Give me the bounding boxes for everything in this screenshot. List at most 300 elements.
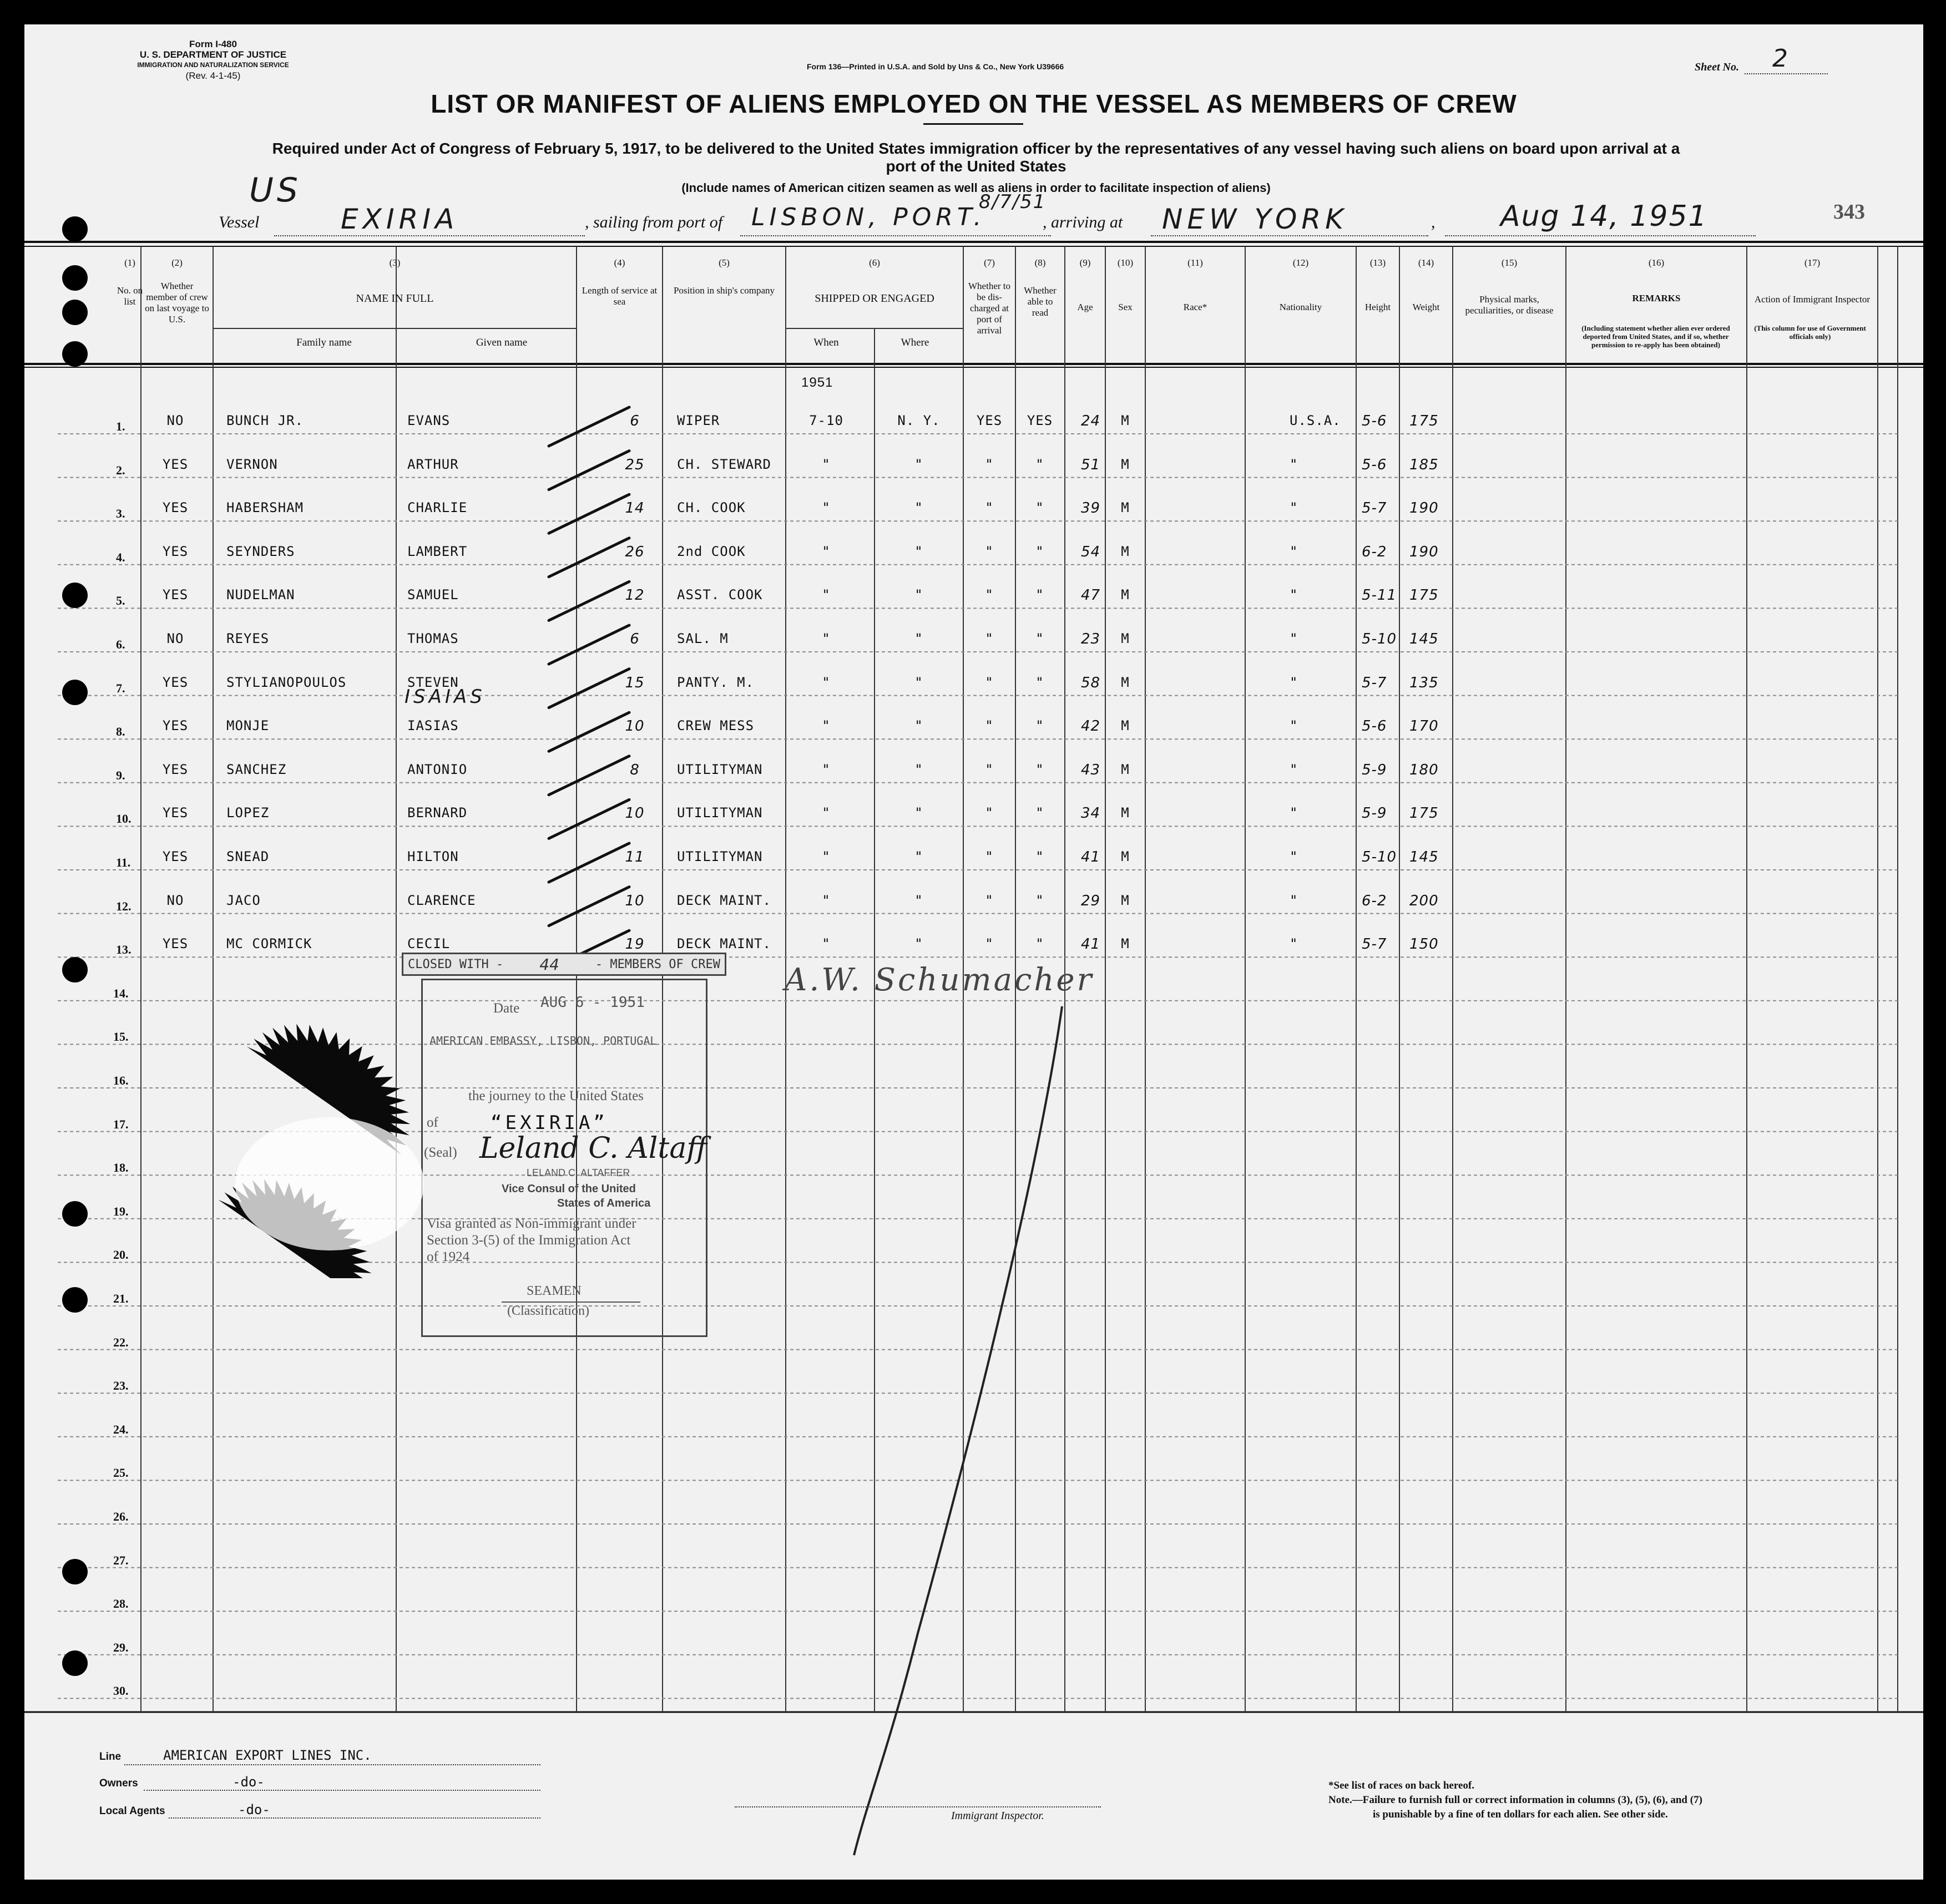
arriving-label: , arriving at xyxy=(1043,213,1123,231)
cell-weight: 200 xyxy=(1409,892,1439,909)
row-number: 27. xyxy=(113,1553,129,1567)
cell-age: 39 xyxy=(1081,500,1101,517)
row-number: 18. xyxy=(113,1161,129,1175)
cell-discharged: " xyxy=(985,543,994,559)
column-label-13: Height xyxy=(1364,302,1391,312)
cell-where: " xyxy=(914,587,923,603)
cell-service: 25 xyxy=(625,456,645,473)
column-label-2: Whether member of crew on last voyage to U.S. xyxy=(145,281,209,325)
cell-given: ARTHUR xyxy=(407,456,459,472)
cell-nationality: " xyxy=(1290,718,1298,734)
inspector-label: Immigrant Inspector. xyxy=(951,1810,1044,1822)
sailing-label: , sailing from port of xyxy=(585,213,723,231)
cell-age: 23 xyxy=(1081,631,1101,647)
cell-discharged: " xyxy=(985,674,994,690)
cell-nationality: " xyxy=(1290,849,1298,864)
agents-value: -do- xyxy=(238,1802,270,1817)
cell-position: WIPER xyxy=(677,413,720,428)
visa-granted-1: Visa granted as Non-immigrant under xyxy=(427,1216,636,1231)
column-label-5: Position in ship's company xyxy=(673,285,775,296)
visa-class-rule xyxy=(502,1302,640,1303)
cell-sex: M xyxy=(1121,587,1130,603)
cell-family: BUNCH JR. xyxy=(226,413,304,428)
row-number: 14. xyxy=(113,986,129,1000)
line-value: AMERICAN EXPORT LINES INC. xyxy=(163,1748,372,1763)
column-number-15: (15) xyxy=(1501,257,1518,268)
closed-stamp xyxy=(402,953,726,976)
cell-read: " xyxy=(1035,718,1044,734)
cell-service: 26 xyxy=(625,543,645,560)
cell-given: CLARENCE xyxy=(407,892,476,908)
visa-seal: (Seal) xyxy=(424,1145,457,1160)
cell-height: 5-7 xyxy=(1362,500,1387,517)
vessel-prefix-hand: US xyxy=(249,171,302,210)
cell-family: LOPEZ xyxy=(226,805,270,821)
cell-given: BERNARD xyxy=(407,805,468,821)
cell-weight: 135 xyxy=(1409,674,1439,691)
table-row xyxy=(24,675,1923,718)
vessel-label: Vessel xyxy=(219,213,260,231)
cell-service: 10 xyxy=(625,718,645,735)
cell-when: " xyxy=(822,936,831,952)
visa-granted-3: of 1924 xyxy=(427,1249,470,1264)
cell-weight: 175 xyxy=(1409,805,1439,822)
cell-age: 51 xyxy=(1081,456,1101,473)
cell-read: " xyxy=(1035,849,1044,864)
row-number: 2. xyxy=(116,463,125,477)
cell-nationality: " xyxy=(1290,761,1298,777)
line-underline xyxy=(124,1764,540,1765)
row-number: 13. xyxy=(116,943,132,957)
table-row xyxy=(24,587,1923,631)
visa-of: of xyxy=(427,1115,438,1130)
cell-age: 24 xyxy=(1081,413,1101,429)
visa-date-label: Date xyxy=(493,1001,520,1016)
cell-nationality: " xyxy=(1290,936,1298,952)
row-number: 25. xyxy=(113,1466,129,1480)
cell-weight: 185 xyxy=(1409,456,1439,473)
column-number-13: (13) xyxy=(1369,257,1386,268)
visa-vessel: “EXIRIA” xyxy=(491,1112,608,1134)
cell-when: " xyxy=(822,892,831,908)
cell-position: 2nd COOK xyxy=(677,543,746,559)
column-number-14: (14) xyxy=(1418,257,1434,268)
cell-given: ANTONIO xyxy=(407,761,468,777)
penalty-note-1: Note.—Failure to furnish full or correct information in columns (3), (5), (6), and (7) xyxy=(1328,1794,1702,1806)
cell-age: 41 xyxy=(1081,849,1101,865)
date-comma: , xyxy=(1431,213,1436,231)
cell-service: 19 xyxy=(625,936,645,953)
row-number: 26. xyxy=(113,1510,129,1523)
cell-crew: YES xyxy=(162,936,189,952)
cell-crew: YES xyxy=(162,718,189,734)
cell-given: STEVEN xyxy=(407,674,459,690)
cell-age: 47 xyxy=(1081,587,1101,604)
cell-age: 58 xyxy=(1081,674,1101,691)
cell-sex: M xyxy=(1121,413,1130,428)
row-number: 5. xyxy=(116,594,125,608)
cell-height: 5-10 xyxy=(1362,631,1397,647)
column-number-5: (5) xyxy=(719,257,730,268)
cell-nationality: U.S.A. xyxy=(1290,413,1341,428)
cell-nationality: " xyxy=(1290,805,1298,821)
cell-crew: YES xyxy=(162,849,189,864)
sailing-port: LISBON, PORT. xyxy=(751,203,986,231)
row-number: 4. xyxy=(116,550,125,564)
column-number-17: (17) xyxy=(1804,257,1821,268)
cell-when: " xyxy=(822,500,831,516)
column-label-12: Nationality xyxy=(1279,302,1322,312)
cell-service: 12 xyxy=(625,587,645,604)
cell-family: MC CORMICK xyxy=(226,936,312,952)
cell-weight: 175 xyxy=(1409,413,1439,429)
column-label-17: Action of Immigrant Inspector xyxy=(1754,294,1871,305)
visa-signature: Leland C. Altaff xyxy=(479,1132,707,1165)
visa-date: AUG 6 - 1951 xyxy=(540,994,645,1011)
cell-sex: M xyxy=(1121,500,1130,516)
cell-service: 8 xyxy=(630,761,640,778)
cell-nationality: " xyxy=(1290,587,1298,603)
cell-discharged: " xyxy=(985,761,994,777)
cell-sex: M xyxy=(1121,456,1130,472)
line-label: Line xyxy=(99,1751,122,1763)
cell-when: " xyxy=(822,456,831,472)
cell-nationality: " xyxy=(1290,543,1298,559)
cell-given: IASIAS xyxy=(407,718,459,734)
cell-where: " xyxy=(914,500,923,516)
column-number-9: (9) xyxy=(1079,257,1091,268)
cell-where: " xyxy=(914,761,923,777)
cell-height: 5-11 xyxy=(1362,587,1397,604)
cell-read: YES xyxy=(1027,413,1053,428)
cell-age: 29 xyxy=(1081,892,1101,909)
cell-family: HABERSHAM xyxy=(226,500,304,516)
cell-family: VERNON xyxy=(226,456,278,472)
column-label-1: No. on list xyxy=(117,285,143,307)
cell-crew: YES xyxy=(162,456,189,472)
column-label-15: Physical marks, peculiarities, or disease xyxy=(1465,294,1554,316)
cell-crew: YES xyxy=(162,761,189,777)
cell-weight: 145 xyxy=(1409,631,1439,647)
form-revision: (Rev. 4-1-45) xyxy=(185,70,241,81)
sailing-date: 8/7/51 xyxy=(979,191,1047,213)
row-number: 21. xyxy=(113,1292,129,1305)
cell-sex: M xyxy=(1121,892,1130,908)
cell-position: CREW MESS xyxy=(677,718,755,734)
cell-position: UTILITYMAN xyxy=(677,805,763,821)
cell-crew: YES xyxy=(162,674,189,690)
cell-service: 6 xyxy=(630,631,640,647)
arrival-date: Aug 14, 1951 xyxy=(1500,200,1708,233)
cell-height: 5-7 xyxy=(1362,674,1387,691)
cell-given: LAMBERT xyxy=(407,543,468,559)
cell-position: DECK MAINT. xyxy=(677,892,771,908)
embossed-seal xyxy=(219,990,496,1278)
cell-height: 5-6 xyxy=(1362,413,1387,429)
row-number: 19. xyxy=(113,1204,129,1218)
owners-underline xyxy=(144,1790,540,1791)
cell-family: STYLIANOPOULOS xyxy=(226,674,347,690)
agents-label: Local Agents xyxy=(99,1805,165,1817)
table-row xyxy=(24,544,1923,588)
visa-granted-2: Section 3-(5) of the Immigration Act xyxy=(427,1233,631,1248)
table-row xyxy=(24,893,1923,936)
visa-embassy: AMERICAN EMBASSY, LISBON, PORTUGAL xyxy=(429,1034,657,1047)
column-number-16: (16) xyxy=(1648,257,1665,268)
row-number: 22. xyxy=(113,1335,129,1349)
row-number: 29. xyxy=(113,1640,129,1654)
cell-weight: 175 xyxy=(1409,587,1439,604)
cell-discharged: " xyxy=(985,849,994,864)
cell-family: SANCHEZ xyxy=(226,761,287,777)
subtitle-include: (Include names of American citizen seamen as well as aliens in order to facilitate inspection of aliens) xyxy=(681,181,1271,195)
column-number-3: (3) xyxy=(389,257,401,268)
vessel-name: EXIRIA xyxy=(341,203,459,235)
cell-position: UTILITYMAN xyxy=(677,849,763,864)
cell-where: " xyxy=(914,892,923,908)
closed-prefix: CLOSED WITH - xyxy=(408,957,504,971)
cell-position: DECK MAINT. xyxy=(677,936,771,952)
cell-discharged: " xyxy=(985,718,994,734)
table-row xyxy=(24,500,1923,544)
cell-sex: M xyxy=(1121,543,1130,559)
column-number-7: (7) xyxy=(984,257,995,268)
subtitle-act: Required under Act of Congress of February 5, 1917, to be delivered to the United States immigration officer by the representatives of any vessel having such aliens on board upon arrival at a xyxy=(272,140,1680,157)
row-number: 16. xyxy=(113,1073,129,1087)
cell-where: N. Y. xyxy=(897,413,941,428)
cell-crew: YES xyxy=(162,543,189,559)
cell-when: 7-10 xyxy=(809,413,843,428)
sheet-label: Sheet No. xyxy=(1695,61,1739,73)
column-label-4: Length of service at sea xyxy=(582,285,658,307)
cell-read: " xyxy=(1035,587,1044,603)
row-number: 30. xyxy=(113,1684,129,1698)
column-number-4: (4) xyxy=(614,257,625,268)
closed-count: 44 xyxy=(539,955,559,974)
arrival-port: NEW YORK xyxy=(1162,203,1348,235)
cell-crew: YES xyxy=(162,587,189,603)
visa-class-label: (Classification) xyxy=(507,1304,589,1318)
row-number: 6. xyxy=(116,637,125,651)
page-number: 343 xyxy=(1833,200,1865,224)
cell-age: 42 xyxy=(1081,718,1101,735)
table-row xyxy=(24,849,1923,893)
cell-read: " xyxy=(1035,674,1044,690)
cell-sex: M xyxy=(1121,718,1130,734)
punch-hole xyxy=(62,1201,88,1227)
punch-hole xyxy=(62,300,88,325)
cell-sex: M xyxy=(1121,674,1130,690)
form-number: Form I-480 xyxy=(189,39,237,49)
row-number: 10. xyxy=(116,812,132,826)
cell-where: " xyxy=(914,543,923,559)
cell-height: 5-10 xyxy=(1362,849,1397,865)
cell-age: 54 xyxy=(1081,543,1101,560)
row-number: 7. xyxy=(116,681,125,695)
cell-discharged: " xyxy=(985,805,994,821)
cell-when: " xyxy=(822,587,831,603)
subtitle-port: port of the United States xyxy=(886,158,1066,175)
cell-position: SAL. M xyxy=(677,631,729,646)
row-number: 15. xyxy=(113,1030,129,1044)
closed-suffix: - MEMBERS OF CREW xyxy=(595,957,720,971)
cell-given: EVANS xyxy=(407,413,451,428)
row-number: 8. xyxy=(116,725,125,739)
manifest-sheet xyxy=(24,24,1923,1880)
cell-weight: 150 xyxy=(1409,936,1439,953)
cell-service: 15 xyxy=(625,674,645,691)
cell-where: " xyxy=(914,805,923,821)
visa-officer: LELAND C. ALTAFFER xyxy=(527,1167,630,1178)
cell-family: NUDELMAN xyxy=(226,587,295,603)
table-row xyxy=(24,805,1923,849)
cell-discharged: " xyxy=(985,456,994,472)
cell-when: " xyxy=(822,674,831,690)
visa-title-2: States of America xyxy=(557,1197,651,1209)
row-number: 17. xyxy=(113,1117,129,1131)
cell-service: 11 xyxy=(625,849,645,865)
column-number-6: (6) xyxy=(869,257,880,268)
where-header: Where xyxy=(901,337,929,348)
punch-hole xyxy=(62,583,88,608)
cell-service: 10 xyxy=(625,805,645,822)
cell-sex: M xyxy=(1121,936,1130,952)
column-label-10: Sex xyxy=(1118,302,1133,312)
cell-nationality: " xyxy=(1290,674,1298,690)
cell-height: 5-6 xyxy=(1362,718,1387,735)
cell-when: " xyxy=(822,543,831,559)
cell-service: 10 xyxy=(625,892,645,909)
cell-when: " xyxy=(822,849,831,864)
column-number-8: (8) xyxy=(1034,257,1046,268)
cell-given: CHARLIE xyxy=(407,500,468,516)
column-number-1: (1) xyxy=(124,257,135,268)
sheet-number: 2 xyxy=(1772,44,1788,73)
cell-nationality: " xyxy=(1290,456,1298,472)
punch-hole xyxy=(62,1559,88,1584)
cell-when: " xyxy=(822,761,831,777)
cell-read: " xyxy=(1035,456,1044,472)
cell-where: " xyxy=(914,674,923,690)
owners-value: -do- xyxy=(232,1774,265,1790)
cell-crew: NO xyxy=(166,413,184,428)
cell-height: 5-9 xyxy=(1362,761,1387,778)
cell-height: 6-2 xyxy=(1362,543,1387,560)
table-row xyxy=(24,718,1923,762)
cell-read: " xyxy=(1035,500,1044,516)
cell-crew: YES xyxy=(162,500,189,516)
cell-discharged: " xyxy=(985,936,994,952)
cell-sex: M xyxy=(1121,761,1130,777)
row-number: 28. xyxy=(113,1597,129,1611)
table-row xyxy=(24,457,1923,500)
cell-family: SNEAD xyxy=(226,849,270,864)
column-label-11: Race* xyxy=(1183,302,1207,312)
cell-given: CECIL xyxy=(407,936,451,952)
cell-sex: M xyxy=(1121,849,1130,864)
punch-hole xyxy=(62,957,88,983)
cell-when: " xyxy=(822,718,831,734)
cell-given: SAMUEL xyxy=(407,587,459,603)
cell-where: " xyxy=(914,631,923,646)
cell-read: " xyxy=(1035,631,1044,646)
cell-discharged: " xyxy=(985,500,994,516)
penalty-note-2: is punishable by a fine of ten dollars for each alien. See other side. xyxy=(1373,1809,1668,1820)
row-number: 20. xyxy=(113,1248,129,1262)
races-note: *See list of races on back hereof. xyxy=(1328,1780,1474,1791)
punch-hole xyxy=(62,216,88,242)
agents-underline xyxy=(169,1817,540,1819)
cell-weight: 170 xyxy=(1409,718,1439,735)
department-name: U. S. DEPARTMENT OF JUSTICE xyxy=(139,49,287,60)
cell-age: 34 xyxy=(1081,805,1101,822)
cell-discharged: " xyxy=(985,892,994,908)
service-name: IMMIGRATION AND NATURALIZATION SERVICE xyxy=(137,61,289,69)
cell-when: " xyxy=(822,805,831,821)
table-row xyxy=(24,762,1923,806)
cell-crew: YES xyxy=(162,805,189,821)
given-name-correction: ISAIAS xyxy=(405,686,486,708)
cell-read: " xyxy=(1035,805,1044,821)
row-number: 9. xyxy=(116,768,125,782)
owners-label: Owners xyxy=(99,1778,138,1789)
cell-read: " xyxy=(1035,892,1044,908)
punch-hole xyxy=(62,1287,88,1313)
cell-crew: NO xyxy=(166,892,184,908)
cell-height: 5-9 xyxy=(1362,805,1387,822)
manifest-title: LIST OR MANIFEST OF ALIENS EMPLOYED ON THE VESSEL AS MEMBERS OF CREW xyxy=(431,89,1517,118)
cell-weight: 180 xyxy=(1409,761,1439,778)
punch-hole xyxy=(62,341,88,367)
cell-family: REYES xyxy=(226,631,270,646)
punch-hole xyxy=(62,265,88,291)
cell-age: 43 xyxy=(1081,761,1101,778)
column-number-12: (12) xyxy=(1292,257,1309,268)
cell-when: " xyxy=(822,631,831,646)
cell-discharged: YES xyxy=(976,413,1003,428)
cell-service: 6 xyxy=(630,413,640,429)
cell-family: SEYNDERS xyxy=(226,543,295,559)
cell-where: " xyxy=(914,936,923,952)
cell-nationality: " xyxy=(1290,892,1298,908)
printer-note: Form 136—Printed in U.S.A. and Sold by Uns & Co., New York U39666 xyxy=(807,62,1064,71)
signature-schumacher: A.W. Schumacher xyxy=(785,962,1094,998)
seal-emboss-highlight xyxy=(235,1117,424,1250)
table-row xyxy=(24,631,1923,675)
cell-position: PANTY. M. xyxy=(677,674,755,690)
cell-family: JACO xyxy=(226,892,261,908)
cell-sex: M xyxy=(1121,631,1130,646)
cell-sex: M xyxy=(1121,805,1130,821)
column-label-6: SHIPPED OR ENGAGED xyxy=(815,292,934,305)
visa-title-1: Vice Consul of the United xyxy=(502,1183,636,1195)
cell-height: 6-2 xyxy=(1362,892,1387,909)
cell-age: 41 xyxy=(1081,936,1101,953)
column-number-11: (11) xyxy=(1187,257,1203,268)
family-name-header: Family name xyxy=(296,337,352,348)
row-number: 23. xyxy=(113,1379,129,1393)
cell-weight: 190 xyxy=(1409,543,1439,560)
cell-where: " xyxy=(914,718,923,734)
cell-discharged: " xyxy=(985,587,994,603)
cell-position: CH. STEWARD xyxy=(677,456,771,472)
column-number-10: (10) xyxy=(1117,257,1134,268)
inspector-line xyxy=(735,1806,1101,1807)
column-label-16: REMARKS xyxy=(1632,293,1681,303)
cell-weight: 190 xyxy=(1409,500,1439,517)
column-label-7: Whether to be dis-charged at port of arrival xyxy=(968,281,1010,336)
table-row xyxy=(24,413,1923,457)
